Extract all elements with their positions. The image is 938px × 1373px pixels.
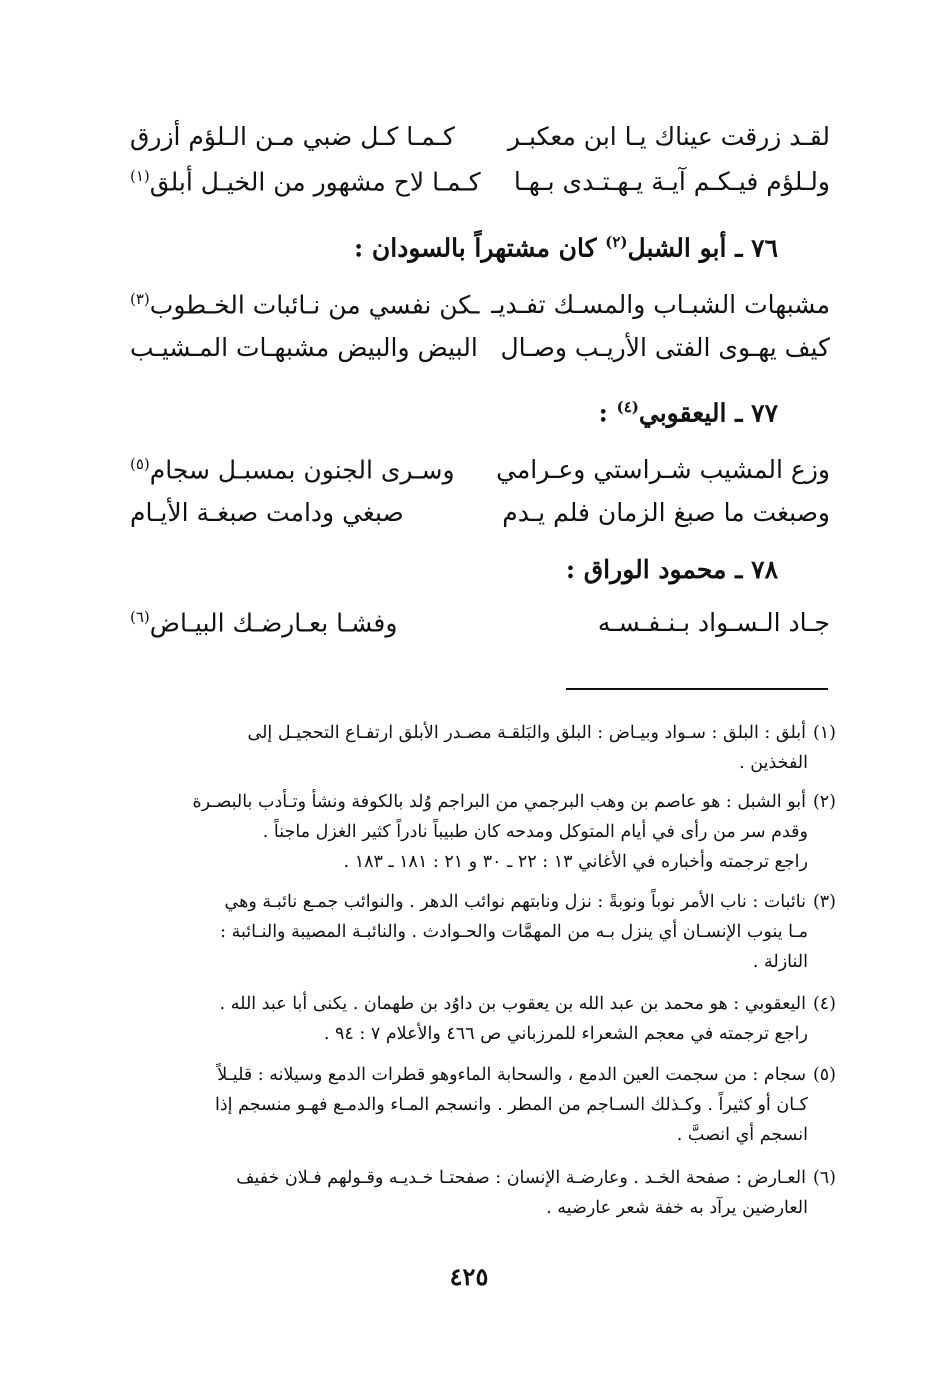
footnote-number: (٥) xyxy=(812,1065,836,1085)
section-heading: ٧٧ ـ اليعقوبي$^{(٤)}$ : xyxy=(598,398,778,428)
footnote-marker: (٤) xyxy=(616,398,639,416)
verse-line xyxy=(120,122,840,168)
footnote-text: وقدم سر من رأى في أيام المتوكل ومدحه كان طبيباً نادراً كثير الغزل ماجناً . xyxy=(262,822,808,842)
footnote-text: اليعقوبي : هو محمد بن عبد الله بن يعقوب بن داوُد بن طهمان . يكنى أبا عبد الله . xyxy=(219,994,806,1014)
footnote-4 xyxy=(134,989,836,1049)
footnote-text: أبو الشبل : هو عاصم بن وهب البرجمي من البراجم وُلد بالكوفة ونشأ وتـأدب بالبصـرة xyxy=(192,792,806,812)
footnote-marker: (١) xyxy=(130,167,150,185)
verse-line xyxy=(120,333,840,379)
footnote-text: راجع ترجمته في معجم الشعراء للمرزباني ص ٤٦٦ والأعلام ٧ : ٩٤ . xyxy=(323,1024,808,1044)
verse-line xyxy=(120,608,840,654)
footnote-1 xyxy=(134,718,836,778)
verse-line xyxy=(120,455,840,501)
footnote-marker: (٢) xyxy=(605,233,628,251)
footnote-text: راجع ترجمته وأخباره في الأغاني ١٣ : ٢٢ ـ ٣٠ و ٢١ : ١٨١ ـ ١٨٣ . xyxy=(343,852,808,872)
footnote-text: نائبات : ناب الأمر نوباً ونوبةً : نزل ونابتهم نوائب الدهر . والنوائب جمـع نائبـة وهي xyxy=(224,892,806,912)
footnote-text: العارضين يرآد به خفة شعر عارضيه . xyxy=(546,1198,808,1218)
footnote-6 xyxy=(134,1163,836,1223)
verse-second-hemistich: ـكن نفسي من نـائبات الخـطوب$^{(٣)}$ xyxy=(130,290,480,320)
footnote-number: (٤) xyxy=(812,994,836,1014)
footnote-marker: (٥) xyxy=(130,455,150,473)
verse-first-hemistich: كيف يهـوى الفتى الأريـب وصـال xyxy=(500,333,830,362)
verse-first-hemistich: مشبهات الشبـاب والمسـك تفـديـ xyxy=(491,290,830,319)
footnote-number: (٦) xyxy=(812,1168,836,1188)
footnote-number: (٢) xyxy=(812,792,836,812)
footnote-number: (١) xyxy=(812,723,836,743)
footnote-text: الفخذين . xyxy=(739,753,808,773)
verse-line xyxy=(120,290,840,336)
footnote-text: النازلة . xyxy=(752,952,808,972)
verse-first-hemistich: جـاد الـسـواد بـنـفـسـه xyxy=(597,608,830,637)
verse-second-hemistich: صبغي ودامت صبغـة الأيـام xyxy=(130,498,404,527)
page-number: ٤٢٥ xyxy=(449,1262,489,1291)
footnote-text: العـارض : صفحة الخـد . وعارضـة الإنسان : صفحتـا خـديـه وقـولهم فـلان خفيف xyxy=(236,1168,806,1188)
footnote-marker: (٦) xyxy=(130,608,150,626)
section-heading: ٧٦ ـ أبو الشبل$^{(٢)}$ كان مشتهراً بالسودان : xyxy=(353,233,778,263)
verse-line xyxy=(120,498,840,544)
section-heading: ٧٨ ـ محمود الوراق : xyxy=(565,555,778,584)
verse-second-hemistich: كـمـا لاح مشهور من الخيـل أبلق$^{(١)}$ xyxy=(130,167,481,197)
footnote-text: سجام : من سجمت العين الدمع ، والسحابة الماءوهو قطرات الدمع وسيلانه : قليـلاً xyxy=(217,1065,806,1085)
verse-line xyxy=(120,167,840,213)
verse-first-hemistich: لقـد زرقت عيناك يـا ابن معكبـر xyxy=(507,122,830,151)
footnote-text: مـا ينوب الإنسـان أي ينزل بـه من المهمَّات والحـوادث . والنائبـة المصيبة والنـائبة : xyxy=(220,922,808,942)
verse-second-hemistich: كـمـا كـل ضبي مـن الـلؤم أزرق xyxy=(130,122,455,151)
footnote-text: كـان أو كثيراً . وكـذلك السـاجم من المطر . وانسجم المـاء والدمـع فهـو منسجم إذا xyxy=(214,1095,808,1115)
footnote-5 xyxy=(134,1060,836,1150)
verse-second-hemistich: وفشـا بعـارضـك البيـاض$^{(٦)}$ xyxy=(130,608,398,638)
footnote-3 xyxy=(134,887,836,977)
footnote-text: أبلق : البلق : سـواد وبيـاض : البلق والبَلقـة مصـدر الأبلق ارتفـاع التحجيـل إلى xyxy=(247,723,806,743)
verse-first-hemistich: وزع المشيب شـراستي وعـرامي xyxy=(496,455,830,484)
verse-second-hemistich: البيض والبيض مشبهـات المـشيـب xyxy=(130,333,478,362)
footnote-separator xyxy=(566,688,828,690)
verse-second-hemistich: وسـرى الجنون بمسبـل سجام$^{(٥)}$ xyxy=(130,455,455,485)
verse-first-hemistich: وصبغت ما صبغ الزمان فلم يـدم xyxy=(502,498,830,527)
verse-first-hemistich: ولـلؤم فيـكـم آيـة يـهـتـدى بـهـا xyxy=(513,167,830,196)
footnote-number: (٣) xyxy=(812,892,836,912)
footnote-marker: (٣) xyxy=(130,290,150,308)
footnote-text: انسجم أي انصبَّ . xyxy=(676,1125,808,1145)
footnote-2 xyxy=(134,787,836,877)
